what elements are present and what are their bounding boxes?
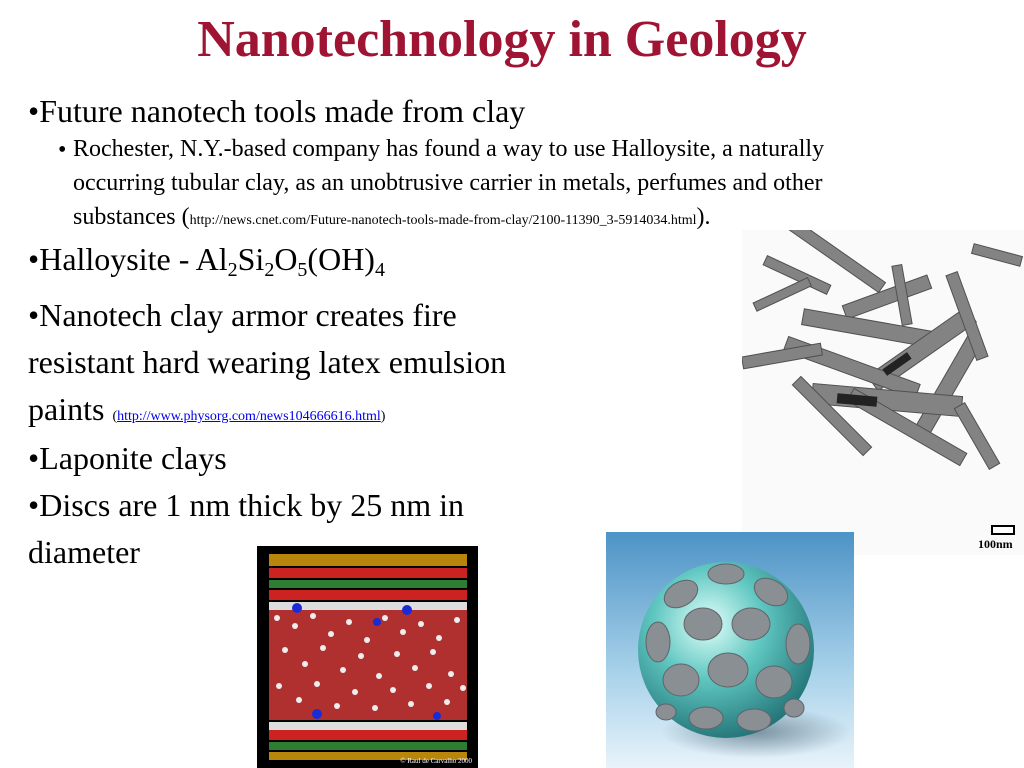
sub-bullet-line-3 xyxy=(73,201,711,237)
laponite-disc-sphere xyxy=(606,532,854,768)
image-credit: © Raul de Carvalho 2000 xyxy=(400,757,472,765)
sub-bullet-line-1: Rochester, N.Y.-based company has found a way to use Halloysite, a naturally xyxy=(73,136,825,162)
slide-title: Nanotechnology in Geology xyxy=(197,11,807,68)
paints-text: paints xyxy=(28,391,105,427)
laponite-molecular-model xyxy=(257,546,478,768)
formula-subscript-al: 2 xyxy=(227,259,238,281)
paren-close: ) xyxy=(380,409,386,424)
physorg-link[interactable]: http://www.physorg.com/news104666616.html xyxy=(117,409,381,424)
bullet-halloysite-formula xyxy=(28,236,385,287)
bullet-clay-armor-line-1: •Nanotech clay armor creates fire xyxy=(28,297,457,333)
cnet-link-text[interactable]: http://news.cnet.com/Future-nanotech-tools-made-from-clay/2100-11390_3-5914034.html xyxy=(189,213,697,228)
scale-bar xyxy=(992,526,1014,534)
formula-si: Si xyxy=(237,241,265,277)
formula-o: O xyxy=(274,241,298,277)
formula-subscript-oh: 4 xyxy=(374,259,385,281)
paren-open: ( xyxy=(112,409,118,424)
bullet-clay-armor-line-2: resistant hard wearing latex emulsion xyxy=(28,344,507,380)
sub-bullet-marker: • xyxy=(58,137,67,163)
formula-oh: (OH) xyxy=(307,241,375,277)
scale-label: 100nm xyxy=(978,537,1013,551)
sub-bullet-suffix: ). xyxy=(696,204,711,230)
sub-bullet-line-2: occurring tubular clay, as an unobtrusive carrier in metals, perfumes and other xyxy=(73,170,823,196)
bullet-discs-line-2: diameter xyxy=(28,534,140,570)
molecular-model-graphic xyxy=(257,546,478,768)
formula-prefix: •Halloysite - Al xyxy=(28,241,228,277)
halloysite-micrograph xyxy=(742,230,1024,555)
bullet-clay-armor-line-3 xyxy=(28,386,385,440)
disc-sphere-graphic xyxy=(606,532,854,768)
halloysite-tubes-graphic xyxy=(742,230,1024,555)
formula-subscript-si: 2 xyxy=(264,259,275,281)
sub-bullet-text: substances ( xyxy=(73,204,190,230)
bullet-discs-line-1: •Discs are 1 nm thick by 25 nm in xyxy=(28,487,465,523)
formula-subscript-o: 5 xyxy=(297,259,308,281)
bullet-future-tools: •Future nanotech tools made from clay xyxy=(28,93,526,129)
bullet-laponite: •Laponite clays xyxy=(28,440,227,476)
